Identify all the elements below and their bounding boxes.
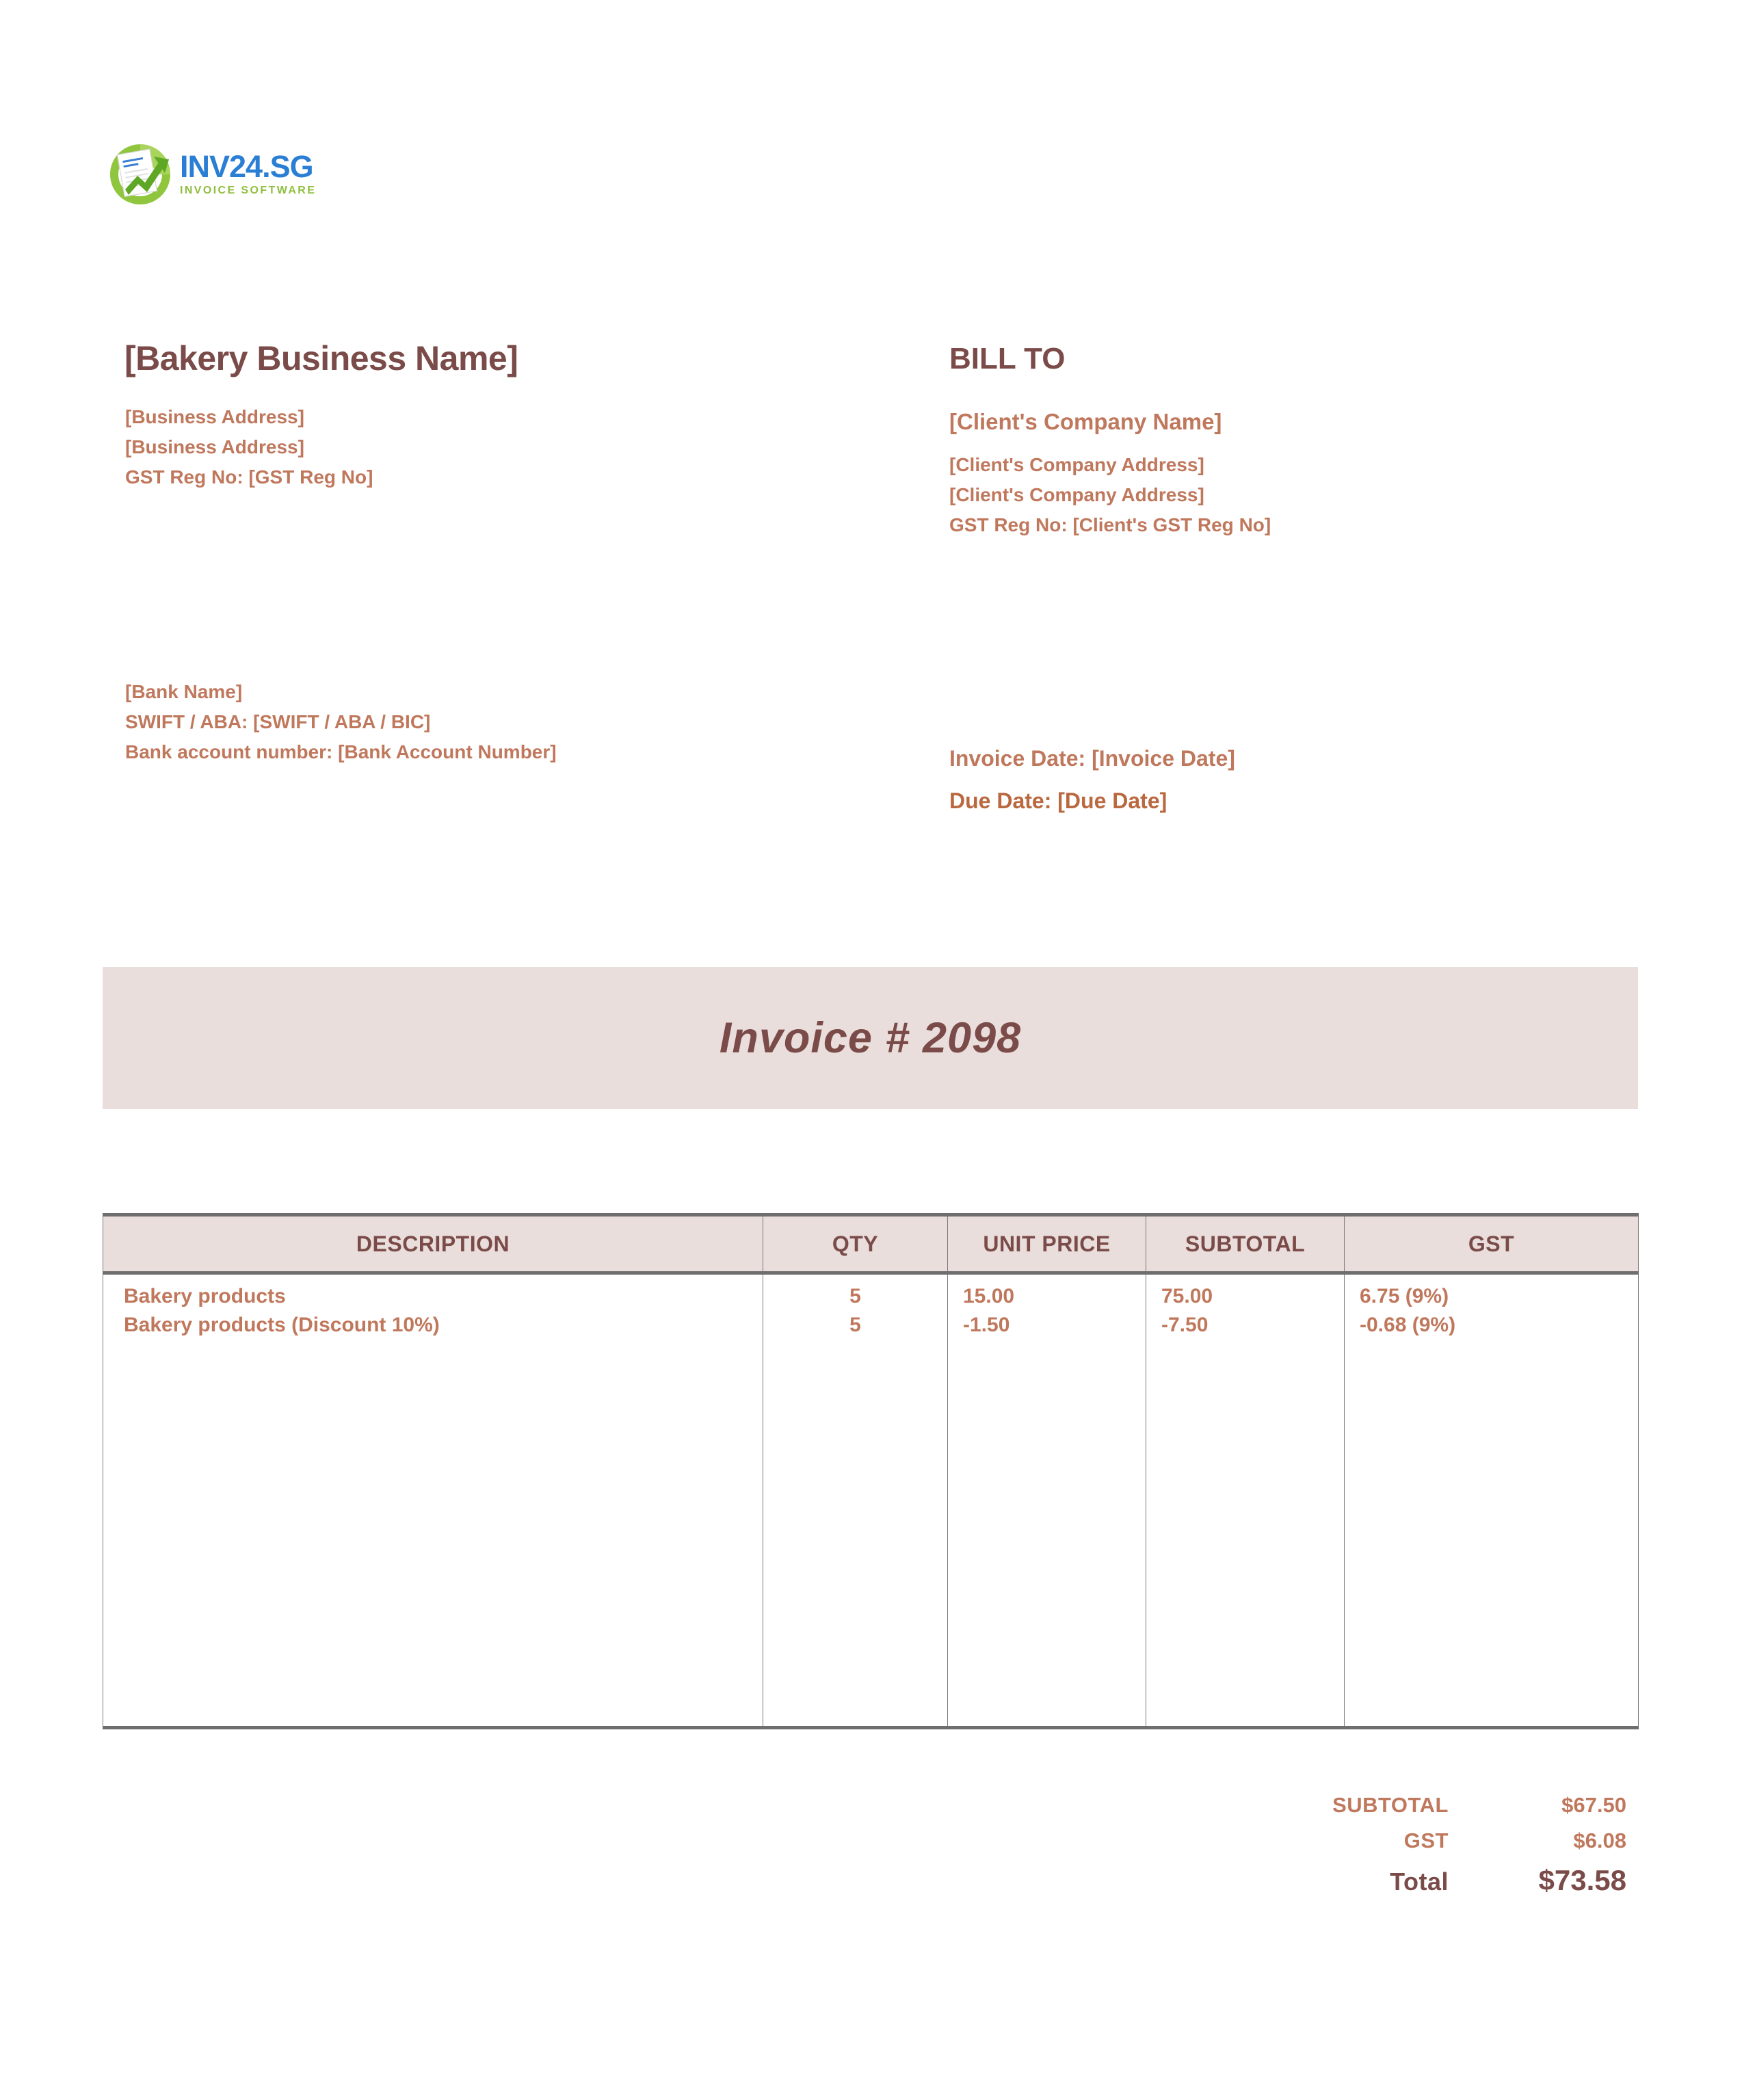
client-address-line-1: [Client's Company Address] <box>949 454 1204 475</box>
business-address-block <box>125 402 373 492</box>
client-company-name: [Client's Company Name] <box>949 409 1222 434</box>
invoice-number-title: Invoice # 2098 <box>719 1014 1022 1062</box>
client-address-block <box>949 450 1271 540</box>
bank-swift-aba: SWIFT / ABA: [SWIFT / ABA / BIC] <box>125 711 431 732</box>
table-row: 15.00 <box>963 1285 1015 1307</box>
subtotal-value: $67.50 <box>1561 1793 1626 1817</box>
column-header-qty: QTY <box>763 1215 948 1273</box>
column-header-description: DESCRIPTION <box>103 1215 763 1273</box>
table-row: -0.68 (9%) <box>1360 1314 1456 1336</box>
table-row: -1.50 <box>963 1314 1010 1336</box>
bank-account-number: Bank account number: [Bank Account Number] <box>125 741 557 762</box>
total-value: $73.58 <box>1538 1864 1626 1896</box>
table-row: 5 <box>849 1314 861 1336</box>
business-address-line-1: [Business Address] <box>125 406 304 427</box>
client-gst-reg-no: GST Reg No: [Client's GST Reg No] <box>949 514 1271 535</box>
column-header-subtotal: SUBTOTAL <box>1146 1215 1345 1273</box>
table-cell-description-column <box>103 1273 763 1728</box>
business-gst-reg-no: GST Reg No: [GST Reg No] <box>125 466 373 488</box>
gst-label: GST <box>1403 1829 1449 1852</box>
totals-block <box>1202 1793 1626 1908</box>
gst-row <box>1202 1829 1626 1853</box>
table-row: -7.50 <box>1161 1314 1209 1336</box>
table-row: 75.00 <box>1161 1285 1213 1307</box>
brand-wordmark <box>180 140 316 196</box>
column-header-unit-price: UNIT PRICE <box>948 1215 1146 1273</box>
total-row <box>1202 1864 1626 1897</box>
bill-to-heading: BILL TO <box>949 342 1066 375</box>
invoice-number-banner <box>103 967 1638 1109</box>
subtotal-row <box>1202 1793 1626 1818</box>
table-row: 6.75 (9%) <box>1360 1285 1449 1307</box>
table-body <box>103 1273 1639 1728</box>
table-cell-qty-column <box>763 1273 948 1728</box>
brand-title: INV24.SG <box>180 149 313 184</box>
gst-value: $6.08 <box>1573 1829 1626 1852</box>
bank-details-block <box>125 677 557 767</box>
subtotal-label: SUBTOTAL <box>1332 1793 1449 1817</box>
invoice-date: Invoice Date: [Invoice Date] <box>949 746 1235 771</box>
table-header-row <box>103 1215 1639 1273</box>
total-label: Total <box>1390 1868 1449 1896</box>
table-cell-subtotal-column <box>1146 1273 1345 1728</box>
table-cell-gst-column <box>1345 1273 1639 1728</box>
table-row: Bakery products (Discount 10%) <box>124 1314 440 1336</box>
bank-name: [Bank Name] <box>125 681 243 702</box>
brand-logo <box>106 140 316 209</box>
table-row: 5 <box>849 1285 861 1307</box>
table-cell-unit-price-column <box>948 1273 1146 1728</box>
invoice-document-arrow-logo-icon <box>106 140 174 209</box>
table-row: Bakery products <box>124 1285 286 1307</box>
business-name: [Bakery Business Name] <box>124 339 518 377</box>
line-items-table <box>103 1213 1639 1729</box>
column-header-gst: GST <box>1345 1215 1639 1273</box>
brand-subtitle: INVOICE SOFTWARE <box>180 185 317 196</box>
due-date: Due Date: [Due Date] <box>949 788 1167 813</box>
business-address-line-2: [Business Address] <box>125 436 304 457</box>
client-address-line-2: [Client's Company Address] <box>949 484 1204 505</box>
invoice-dates-block <box>949 737 1235 822</box>
